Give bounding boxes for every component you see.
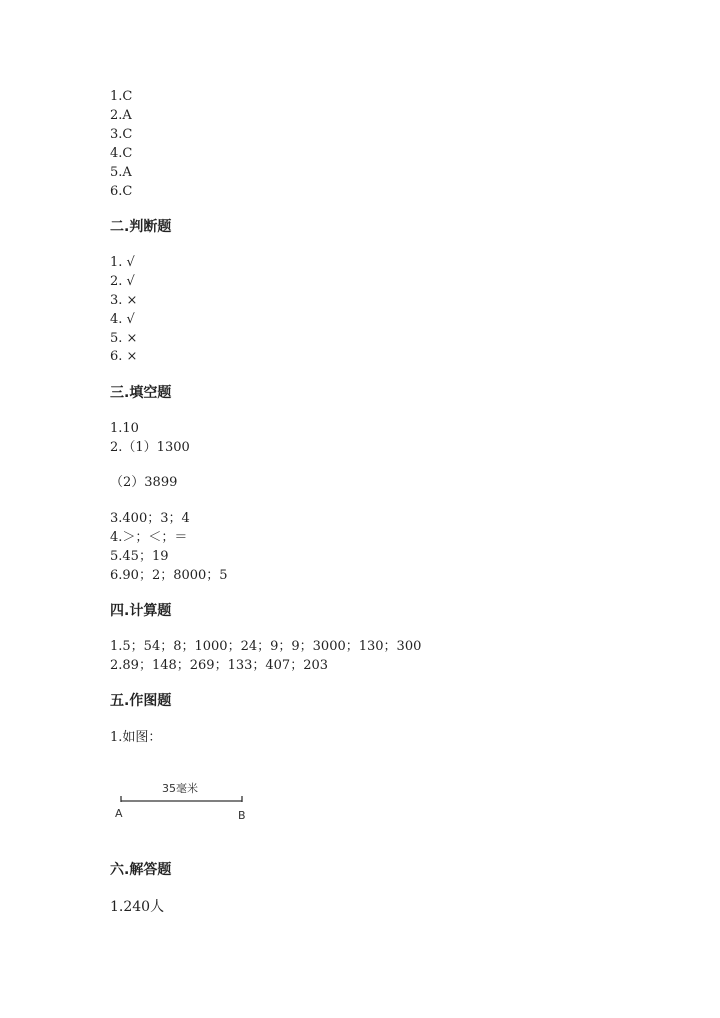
section-heading-solve: 六.解答题 [110,862,172,878]
point-b-label: B [238,809,246,822]
judge-answer-5: 5. × [110,331,138,346]
section-heading-fill: 三.填空题 [110,385,172,401]
calc-answer-2: 2.89；148；269；133；407；203 [110,658,329,673]
fill-answer-4: 4.＞；＜；＝ [110,530,188,545]
judge-answer-3: 3. × [110,293,138,308]
solve-answer-1: 1.240人 [110,899,165,915]
judge-answer-6: 6. × [110,349,138,364]
calc-answer-1: 1.5；54；8；1000；24；9；9；3000；130；300 [110,639,422,654]
mc-answer-6: 6.C [110,184,133,199]
section-heading-draw: 五.作图题 [110,693,172,709]
fill-answer-3: 3.400；3；4 [110,511,190,526]
fill-answer-1: 1.10 [110,421,139,436]
mc-answer-3: 3.C [110,127,133,142]
judge-answer-1: 1. √ [110,255,135,270]
fill-answer-5: 5.45；19 [110,549,169,564]
line-segment-diagram [110,778,270,823]
judge-answer-2: 2. √ [110,274,135,289]
mc-answer-1: 1.C [110,89,133,104]
mc-answer-4: 4.C [110,146,133,161]
mc-answer-2: 2.A [110,108,132,123]
draw-answer-1: 1.如图： [110,730,162,745]
judge-answer-4: 4. √ [110,312,135,327]
point-a-label: A [115,807,123,820]
mc-answer-5: 5.A [110,165,132,180]
segment-length-label: 35毫米 [162,782,198,795]
section-heading-calc: 四.计算题 [110,603,172,619]
fill-answer-6: 6.90；2；8000；5 [110,568,228,583]
fill-answer-2: 2.（1）1300 [110,440,190,455]
fill-answer-2-part2: （2）3899 [110,475,178,490]
section-heading-judge: 二.判断题 [110,219,172,235]
